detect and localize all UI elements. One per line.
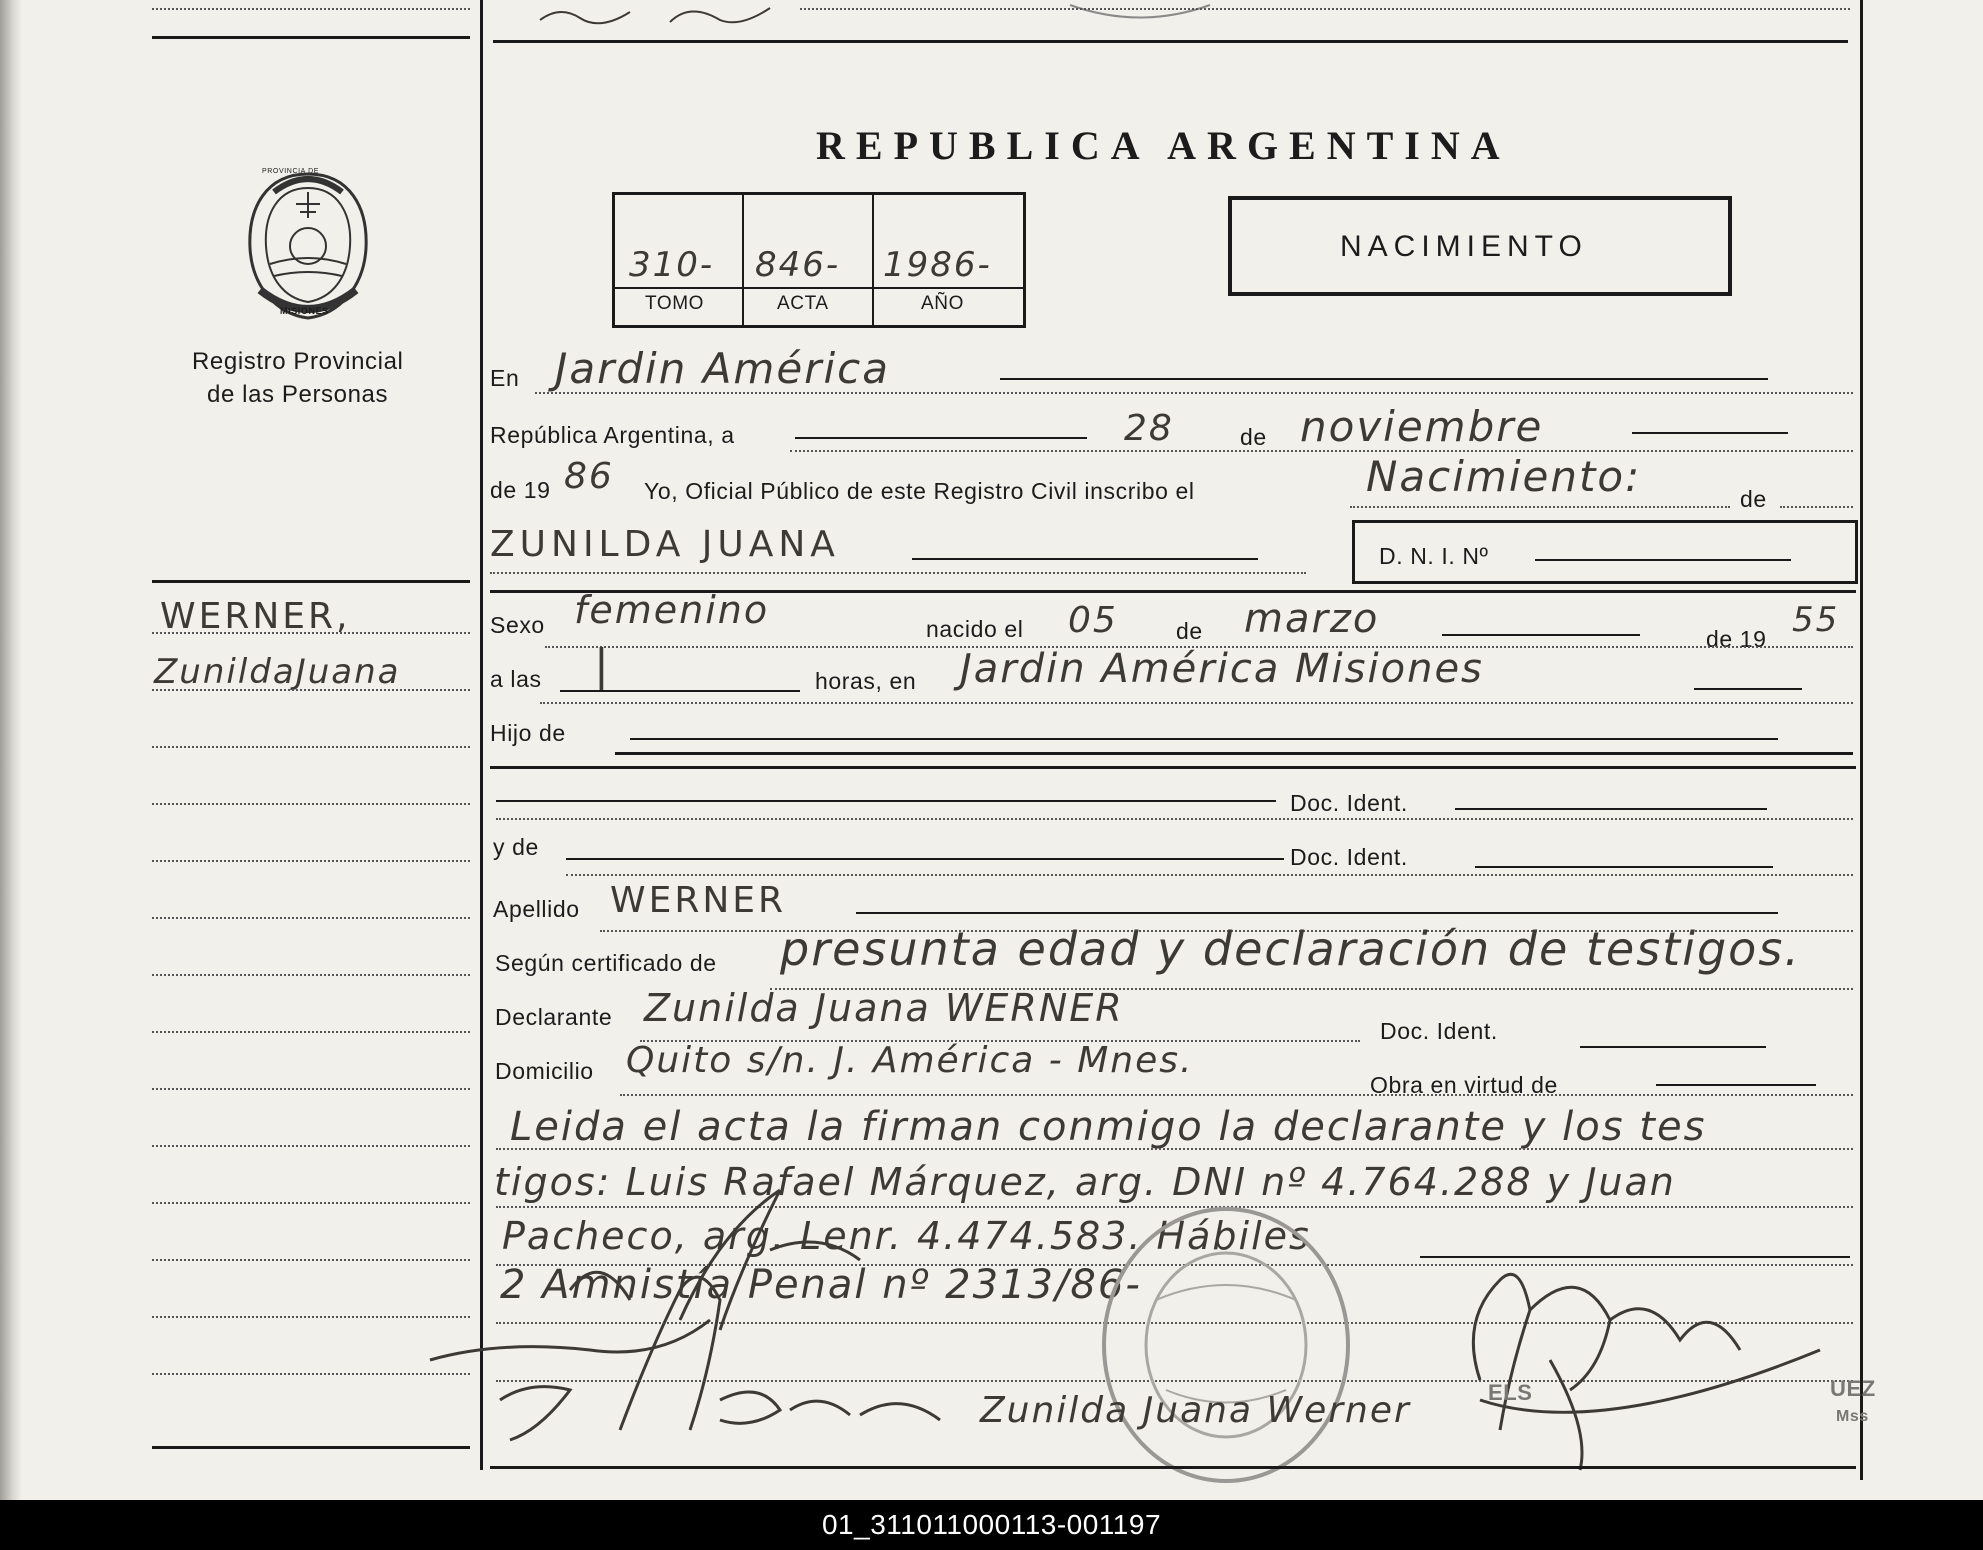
officer-signature [1440, 1200, 1860, 1480]
acta-label: ACTA [777, 293, 829, 314]
born-year-suffix: 55 [1792, 600, 1840, 640]
yo-text: Yo, Oficial Público de este Registro Civil inscribo el [644, 478, 1195, 504]
act-type-label: NACIMIENTO [1340, 230, 1588, 263]
left-column-dotted-line [152, 803, 470, 805]
provincial-seal-icon [240, 168, 376, 328]
yde-label: y de [493, 834, 539, 860]
left-column-dotted-line [152, 917, 470, 919]
record-box-divider-2 [872, 195, 874, 325]
obra-line [1656, 1084, 1816, 1086]
bottom-left-rule [152, 1446, 470, 1449]
born-day: 05 [1068, 600, 1118, 641]
place-value: Jardin América Misiones [960, 646, 1484, 692]
right-frame-edge [1860, 0, 1863, 1480]
anio-label: AÑO [921, 293, 964, 314]
remarks-line-4: 2 Amnistía Penal nº 2313/86- [500, 1262, 1142, 1308]
seal-bottom-text: MISIONES [280, 306, 329, 316]
top-dotted-left [152, 8, 470, 10]
left-column-dotted-line [152, 1373, 470, 1375]
doc1-line [1455, 808, 1767, 810]
left-column-dotted-line [152, 860, 470, 862]
year-suffix: 86 [564, 456, 614, 497]
place-tail-line [1694, 688, 1802, 690]
record-number-box [612, 192, 1026, 328]
registry-line-2: de las Personas [207, 381, 389, 408]
obra-label: Obra en virtud de [1370, 1072, 1558, 1098]
de-label-3: de [1176, 618, 1203, 644]
seal-top-text: PROVINCIA DE [262, 168, 319, 175]
parent1-line [496, 800, 1276, 802]
left-column-dotted-line [152, 1088, 470, 1090]
left-column-dotted-line [152, 1316, 470, 1318]
inscribo-value: Nacimiento: [1366, 452, 1642, 501]
nacido-label: nacido el [926, 616, 1024, 642]
de-dotted [1780, 506, 1853, 508]
de19-label-2: de 19 [1706, 626, 1767, 652]
left-column-dotted-line [152, 689, 470, 691]
dni-box [1352, 520, 1858, 584]
doc-label-3: Doc. Ident. [1380, 1018, 1498, 1044]
doc-label-1: Doc. Ident. [1290, 790, 1408, 816]
left-column-dotted-line [152, 974, 470, 976]
domicilio-label: Domicilio [495, 1058, 594, 1084]
de-label-1: de [1240, 424, 1267, 450]
doc-label-2: Doc. Ident. [1290, 844, 1408, 870]
date-dotted [790, 450, 1853, 452]
date-lead-line [795, 437, 1087, 439]
tomo-label: TOMO [645, 293, 705, 314]
section-rule-2 [490, 766, 1856, 769]
en-underline [1000, 378, 1768, 380]
republica-label: República Argentina, a [490, 422, 735, 448]
doc2-line [1475, 866, 1773, 868]
en-label: En [490, 365, 520, 391]
scan-id-caption: 01_311011000113-001197 [0, 1500, 1983, 1550]
dni-label: D. N. I. Nº [1379, 543, 1489, 569]
country-title: REPUBLICA ARGENTINA [816, 123, 1511, 168]
bottom-rule [490, 1466, 1856, 1469]
de19-label: de 19 [490, 477, 551, 503]
record-box-row-rule [615, 287, 1023, 289]
act-type-box [1228, 196, 1732, 296]
month-line-2 [1442, 634, 1640, 636]
doc3-line [1580, 1046, 1766, 1048]
declarante-label: Declarante [495, 1004, 613, 1030]
hijo-label: Hijo de [490, 720, 566, 746]
alas-label: a las [490, 666, 542, 692]
officer-stamp-fragment-3: Mss [1836, 1408, 1869, 1425]
remarks-line-1: Leida el acta la firman conmigo la declarante y los tes [510, 1104, 1707, 1150]
sexo-label: Sexo [490, 612, 545, 638]
witness-signature-2 [660, 1170, 920, 1340]
left-column-dotted-line [152, 632, 470, 634]
official-stamp-icon [1096, 1200, 1356, 1490]
month-tail-line [1632, 432, 1788, 434]
officer-stamp-fragment-1: ELS [1488, 1380, 1533, 1405]
child-name-value: ZUNILDA JUANA [490, 524, 840, 565]
top-dotted-right [800, 8, 1850, 10]
left-section-rule [152, 580, 470, 583]
left-column-dotted-line [152, 1259, 470, 1261]
apellido-label: Apellido [493, 896, 580, 922]
inscribo-dotted [1350, 506, 1730, 508]
declarant-signature: Zunilda Juana Werner [980, 1390, 1411, 1431]
apellido-value: WERNER [610, 880, 787, 921]
alas-dotted [540, 702, 1853, 704]
left-column-dotted-line [152, 1031, 470, 1033]
name-dotted [490, 572, 1306, 574]
dni-line [1535, 559, 1791, 561]
acta-value: 846- [755, 245, 841, 285]
hijo-line [630, 738, 1778, 740]
apellido-line [856, 912, 1778, 914]
de-label-2: de [1740, 486, 1767, 512]
left-column-dotted-line [152, 1145, 470, 1147]
en-value: Jardin América [555, 344, 890, 393]
margin-note-line-1: WERNER, [160, 596, 351, 637]
name-underline [912, 558, 1258, 560]
sexo-value: femenino [574, 588, 770, 632]
domicilio-value: Quito s/n. J. América - Mnes. [626, 1040, 1194, 1081]
previous-record-handwriting [520, 0, 820, 30]
anio-value: 1986- [883, 245, 992, 285]
left-column-dotted-line [152, 1202, 470, 1204]
parent1-dotted [496, 818, 1853, 820]
segun-value: presunta edad y declaración de testigos. [780, 922, 1801, 976]
remarks-line-3: Pacheco, arg. Lenr. 4.474.583. Hábiles [502, 1214, 1311, 1258]
domicilio-dotted [620, 1094, 1853, 1096]
alas-line [560, 690, 800, 692]
alas-value: | [594, 640, 611, 691]
tomo-value: 310- [629, 245, 715, 285]
binding-shadow [0, 0, 22, 1500]
margin-note-line-2: ZunildaJuana [154, 652, 401, 692]
record-box-divider-1 [742, 195, 744, 325]
hijo-rule [615, 752, 1853, 755]
declarante-value: Zunilda Juana WERNER [644, 986, 1124, 1030]
remarks-dotted-1 [496, 1148, 1853, 1150]
top-left-rule [152, 36, 470, 39]
en-dotted [535, 392, 1853, 394]
parent2-line [566, 858, 1284, 860]
left-column-dotted-line [152, 746, 470, 748]
day-value: 28 [1124, 408, 1174, 449]
horas-label: horas, en [815, 668, 917, 694]
top-right-rule [493, 40, 1848, 43]
officer-stamp-fragment-2: UEZ [1830, 1376, 1876, 1401]
born-month: marzo [1244, 596, 1380, 642]
registry-line-1: Registro Provincial [192, 348, 404, 375]
previous-stamp-fragment [1060, 0, 1220, 30]
remarks-line-2: tigos: Luis Rafael Márquez, arg. DNI nº 4.764.288 y Juan [494, 1160, 1676, 1204]
month-value: noviembre [1300, 402, 1544, 451]
parent2-dotted [566, 874, 1853, 876]
segun-label: Según certificado de [495, 950, 717, 976]
